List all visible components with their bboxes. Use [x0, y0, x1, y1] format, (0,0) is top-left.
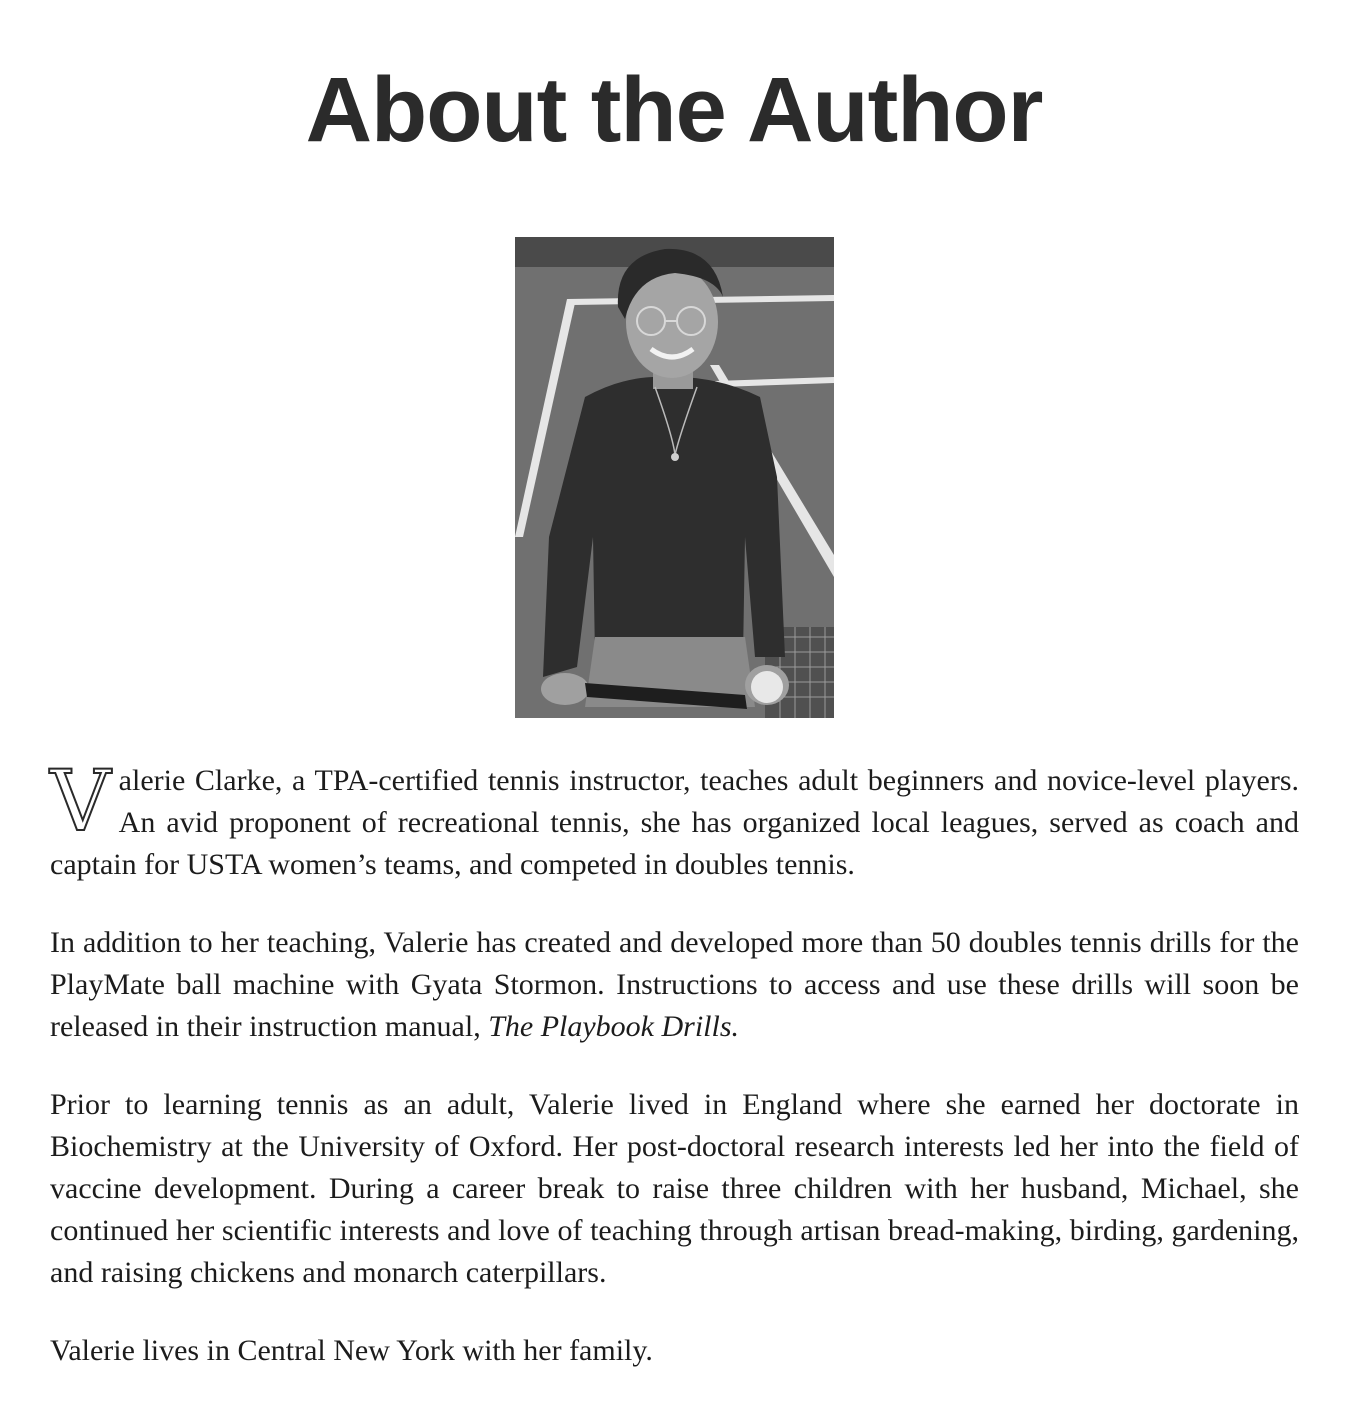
bio-paragraph-2-text: In addition to her teaching, Valerie has created and developed more than 50 doubles tennis drills for the PlayMate ball machine with Gyata Stormon. Instructions to access and use these drills will soon be released in their instruction manual, — [50, 926, 1299, 1043]
drop-cap: V — [50, 752, 111, 850]
bio-paragraph-2 — [50, 922, 1299, 1048]
bio-paragraph-1-text: alerie Clarke, a TPA-certified tennis instructor, teaches adult beginners and novice-level players. An avid proponent of recreational tennis, she has organized local leagues, served as coach and captain for USTA women’s teams, and competed in doubles tennis. — [50, 764, 1299, 881]
page-title: About the Author — [305, 59, 1043, 161]
book-title: The Playbook Drills. — [488, 1010, 740, 1043]
bio-paragraph-1 — [50, 752, 1299, 886]
bio-paragraph-4: Valerie lives in Central New York with her family. — [50, 1334, 653, 1367]
author-bio — [50, 752, 1299, 1408]
author-portrait-image — [515, 237, 834, 718]
bio-paragraph-3: Prior to learning tennis as an adult, Valerie lived in England where she earned her doctorate in Biochemistry at the University of Oxford. Her post-doctoral research interests led her into the field of vaccine development. During a career break to raise three children with her husband, Michael, she continued her scientific interests and love of teaching through artisan bread-making, birding, gardening, and raising chickens and monarch caterpillars. — [50, 1088, 1299, 1289]
